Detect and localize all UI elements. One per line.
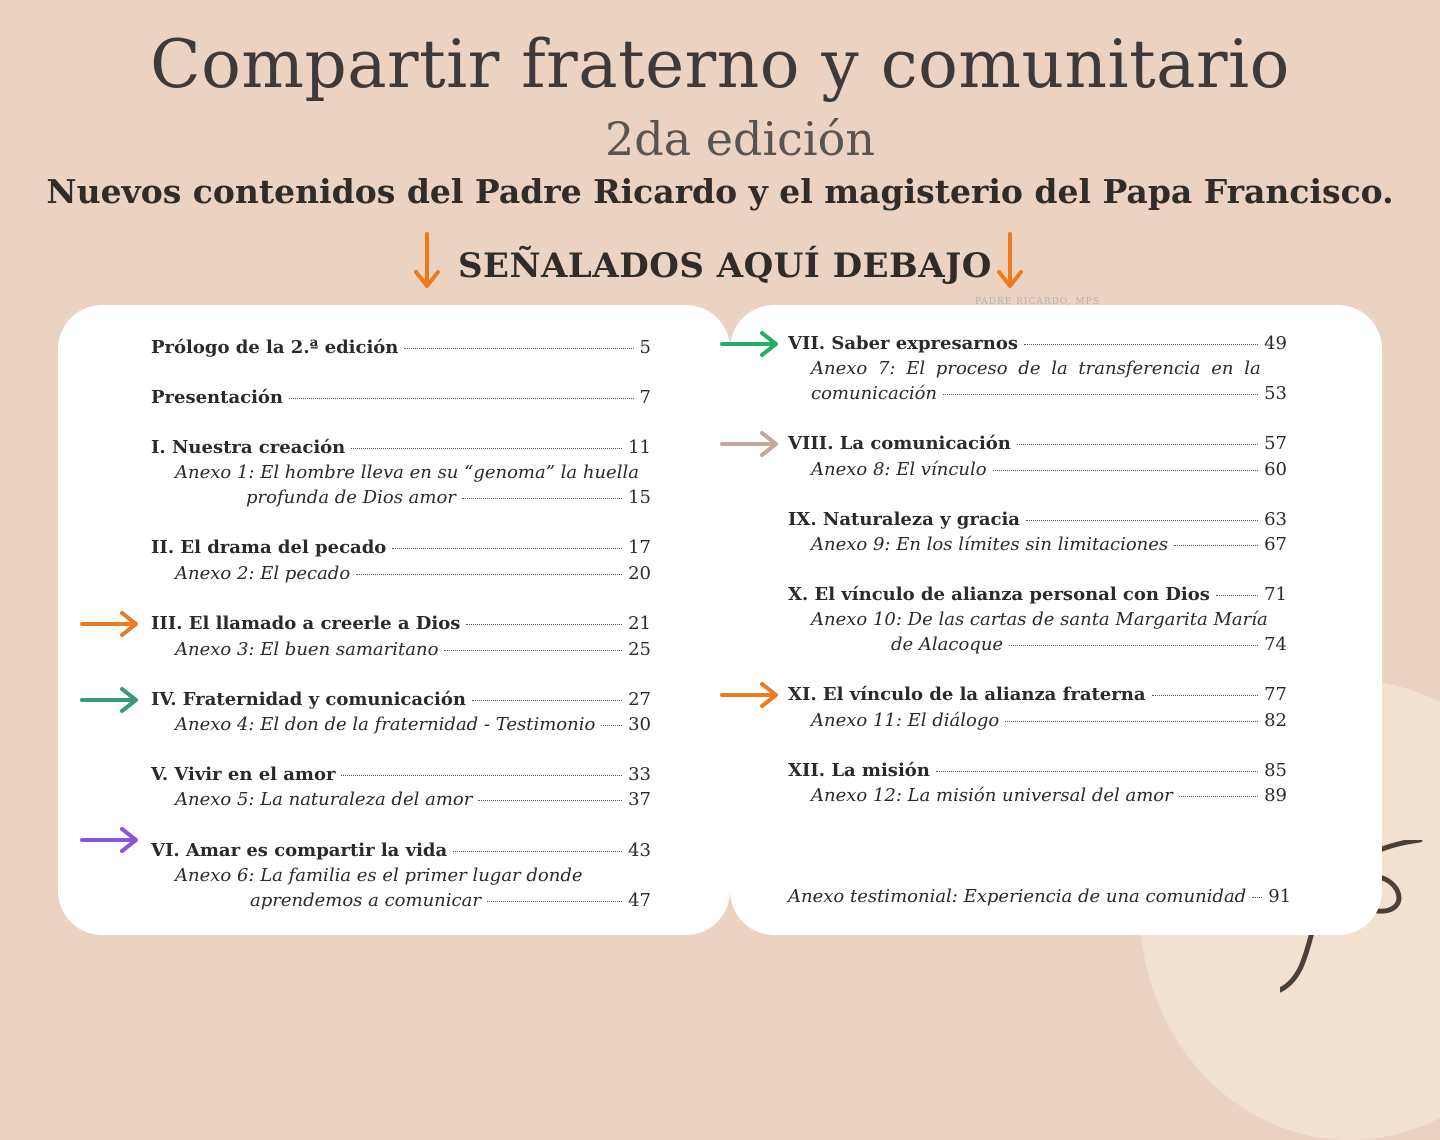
toc-page-number: 63 [1264,509,1287,530]
toc-entry-label: Anexo 5: La naturaleza del amor [175,789,473,810]
toc-entry-annex-8[interactable] [811,459,1287,480]
toc-page-number: 74 [1264,634,1287,655]
toc-entry-label: Anexo testimonial: Experiencia de una comunidad [788,886,1247,907]
leader-dots [943,394,1258,395]
toc-entry-annex-11[interactable] [811,710,1287,731]
toc-page-number: 11 [628,437,651,458]
toc-entry-label: Prólogo de la 2.ª edición [151,337,399,358]
toc-annex-6-line1[interactable]: Anexo 6: La familia es el primer lugar donde [175,865,583,886]
toc-entry-annex-5[interactable] [175,789,651,810]
toc-page-number: 91 [1268,886,1292,907]
toc-entry-annex-6[interactable] [250,890,651,911]
toc-entry-chapter-6[interactable] [151,840,651,861]
arrow-right-icon [80,826,140,854]
toc-entry-label: Anexo 9: En los límites sin limitaciones [811,534,1169,555]
leader-dots [462,498,622,499]
toc-entry-label: Anexo 8: El vínculo [811,459,987,480]
arrow-right-icon [720,681,780,709]
toc-page-number: 17 [628,537,651,558]
toc-entry-chapter-7[interactable] [788,333,1287,354]
toc-annex-10-line1[interactable]: Anexo 10: De las cartas de santa Margarita María [811,609,1268,630]
leader-dots [392,548,622,549]
running-header: PADRE RICARDO, MPS [975,297,1100,307]
toc-entry-label: profunda de Dios amor [246,487,456,508]
toc-entry-label: III. El llamado a creerle a Dios [151,613,461,634]
toc-entry-testimonial[interactable] [788,886,1292,907]
toc-entry-chapter-1[interactable] [151,437,651,458]
toc-entry-label: VIII. La comunicación [788,433,1011,454]
toc-page-number: 67 [1264,534,1287,555]
arrow-right-icon [720,330,780,358]
arrow-down-icon [412,232,442,290]
leader-dots [1152,695,1259,696]
pointer-banner [0,232,1440,292]
leader-dots [1252,897,1262,898]
toc-annex-7-line1[interactable]: Anexo 7: El proceso de la transferencia en la [811,358,1261,379]
toc-entry-prologo[interactable] [151,337,651,358]
leader-dots [356,574,622,575]
toc-entry-label: Anexo 11: El diálogo [811,710,1000,731]
toc-page-number: 71 [1264,584,1287,605]
leader-dots [1026,520,1258,521]
toc-page-number: 89 [1264,785,1287,806]
toc-entry-chapter-5[interactable] [151,764,651,785]
toc-entry-chapter-9[interactable] [788,509,1287,530]
leader-dots [404,348,633,349]
toc-entry-label: XII. La misión [788,760,930,781]
arrow-right-icon [720,430,780,458]
toc-entry-presentacion[interactable] [151,387,651,408]
page-title: Compartir fraterno y comunitario [150,26,1290,103]
leader-dots [453,851,622,852]
toc-page-number: 43 [628,840,651,861]
toc-entry-label: IX. Naturaleza y gracia [788,509,1020,530]
toc-entry-annex-7[interactable] [811,383,1287,404]
toc-page-number: 49 [1264,333,1287,354]
toc-entry-label: comunicación [811,383,938,404]
pointer-text: SEÑALADOS AQUÍ DEBAJO [458,246,992,286]
toc-page-number: 82 [1264,710,1287,731]
arrow-down-icon [995,232,1025,290]
toc-page-number: 7 [639,387,651,408]
leader-dots [993,470,1258,471]
toc-page-number: 37 [628,789,651,810]
toc-entry-annex-1[interactable] [246,487,651,508]
leader-dots [478,800,622,801]
toc-entry-label: V. Vivir en el amor [151,764,336,785]
leader-dots [1017,444,1258,445]
toc-entry-label: Anexo 4: El don de la fraternidad - Testimonio [175,714,596,735]
toc-page-number: 33 [628,764,651,785]
toc-entry-label: Anexo 12: La misión universal del amor [811,785,1173,806]
toc-entry-label: IV. Fraternidad y comunicación [151,689,466,710]
toc-page-number: 27 [628,689,651,710]
toc-entry-label: I. Nuestra creación [151,437,346,458]
toc-entry-chapter-4[interactable] [151,689,651,710]
leader-dots [487,901,622,902]
toc-page-number: 57 [1264,433,1287,454]
toc-entry-label: X. El vínculo de alianza personal con Dios [788,584,1210,605]
leader-dots [1024,344,1258,345]
toc-page-number: 20 [628,563,651,584]
toc-page-number: 53 [1264,383,1287,404]
leader-dots [1179,796,1258,797]
toc-entry-label: VI. Amar es compartir la vida [151,840,448,861]
toc-entry-chapter-11[interactable] [788,684,1287,705]
leader-dots [444,650,622,651]
leader-dots [1216,595,1258,596]
leader-dots [341,775,622,776]
leader-dots [936,771,1258,772]
toc-entry-annex-9[interactable] [811,534,1287,555]
toc-entry-chapter-8[interactable] [788,433,1287,454]
toc-entry-label: aprendemos a comunicar [250,890,481,911]
leader-dots [289,398,634,399]
leader-dots [466,624,622,625]
tagline: Nuevos contenidos del Padre Ricardo y el magisterio del Papa Francisco. [46,172,1394,211]
toc-page-number: 77 [1264,684,1287,705]
toc-page-number: 85 [1264,760,1287,781]
toc-page-number: 15 [628,487,651,508]
toc-entry-label: VII. Saber expresarnos [788,333,1019,354]
toc-entry-annex-12[interactable] [811,785,1287,806]
leader-dots [601,725,622,726]
toc-entry-label: de Alacoque [891,634,1004,655]
toc-entry-annex-2[interactable] [175,563,651,584]
leader-dots [472,700,622,701]
toc-entry-annex-10[interactable] [891,634,1287,655]
edition-subtitle: 2da edición [605,112,875,166]
toc-page-number: 60 [1264,459,1287,480]
toc-entry-label: Presentación [151,387,284,408]
toc-entry-chapter-12[interactable] [788,760,1287,781]
toc-page-number: 47 [628,890,651,911]
toc-page-number: 5 [639,337,651,358]
arrow-right-icon [80,610,140,638]
leader-dots [1009,645,1258,646]
toc-entry-annex-3[interactable] [175,639,651,660]
leader-dots [1005,721,1258,722]
toc-entry-label: II. El drama del pecado [151,537,387,558]
toc-entry-chapter-10[interactable] [788,584,1287,605]
toc-page-number: 25 [628,639,651,660]
toc-page-number: 21 [628,613,651,634]
leader-dots [1174,545,1258,546]
toc-entry-label: XI. El vínculo de la alianza fraterna [788,684,1146,705]
toc-entry-chapter-2[interactable] [151,537,651,558]
leader-dots [351,448,622,449]
toc-annex-1-line1[interactable]: Anexo 1: El hombre lleva en su “genoma” la huella [175,462,639,483]
toc-entry-chapter-3[interactable] [151,613,651,634]
toc-entry-annex-4[interactable] [175,714,651,735]
arrow-right-icon [80,686,140,714]
toc-entry-label: Anexo 3: El buen samaritano [175,639,439,660]
toc-page-number: 30 [628,714,651,735]
toc-entry-label: Anexo 2: El pecado [175,563,351,584]
